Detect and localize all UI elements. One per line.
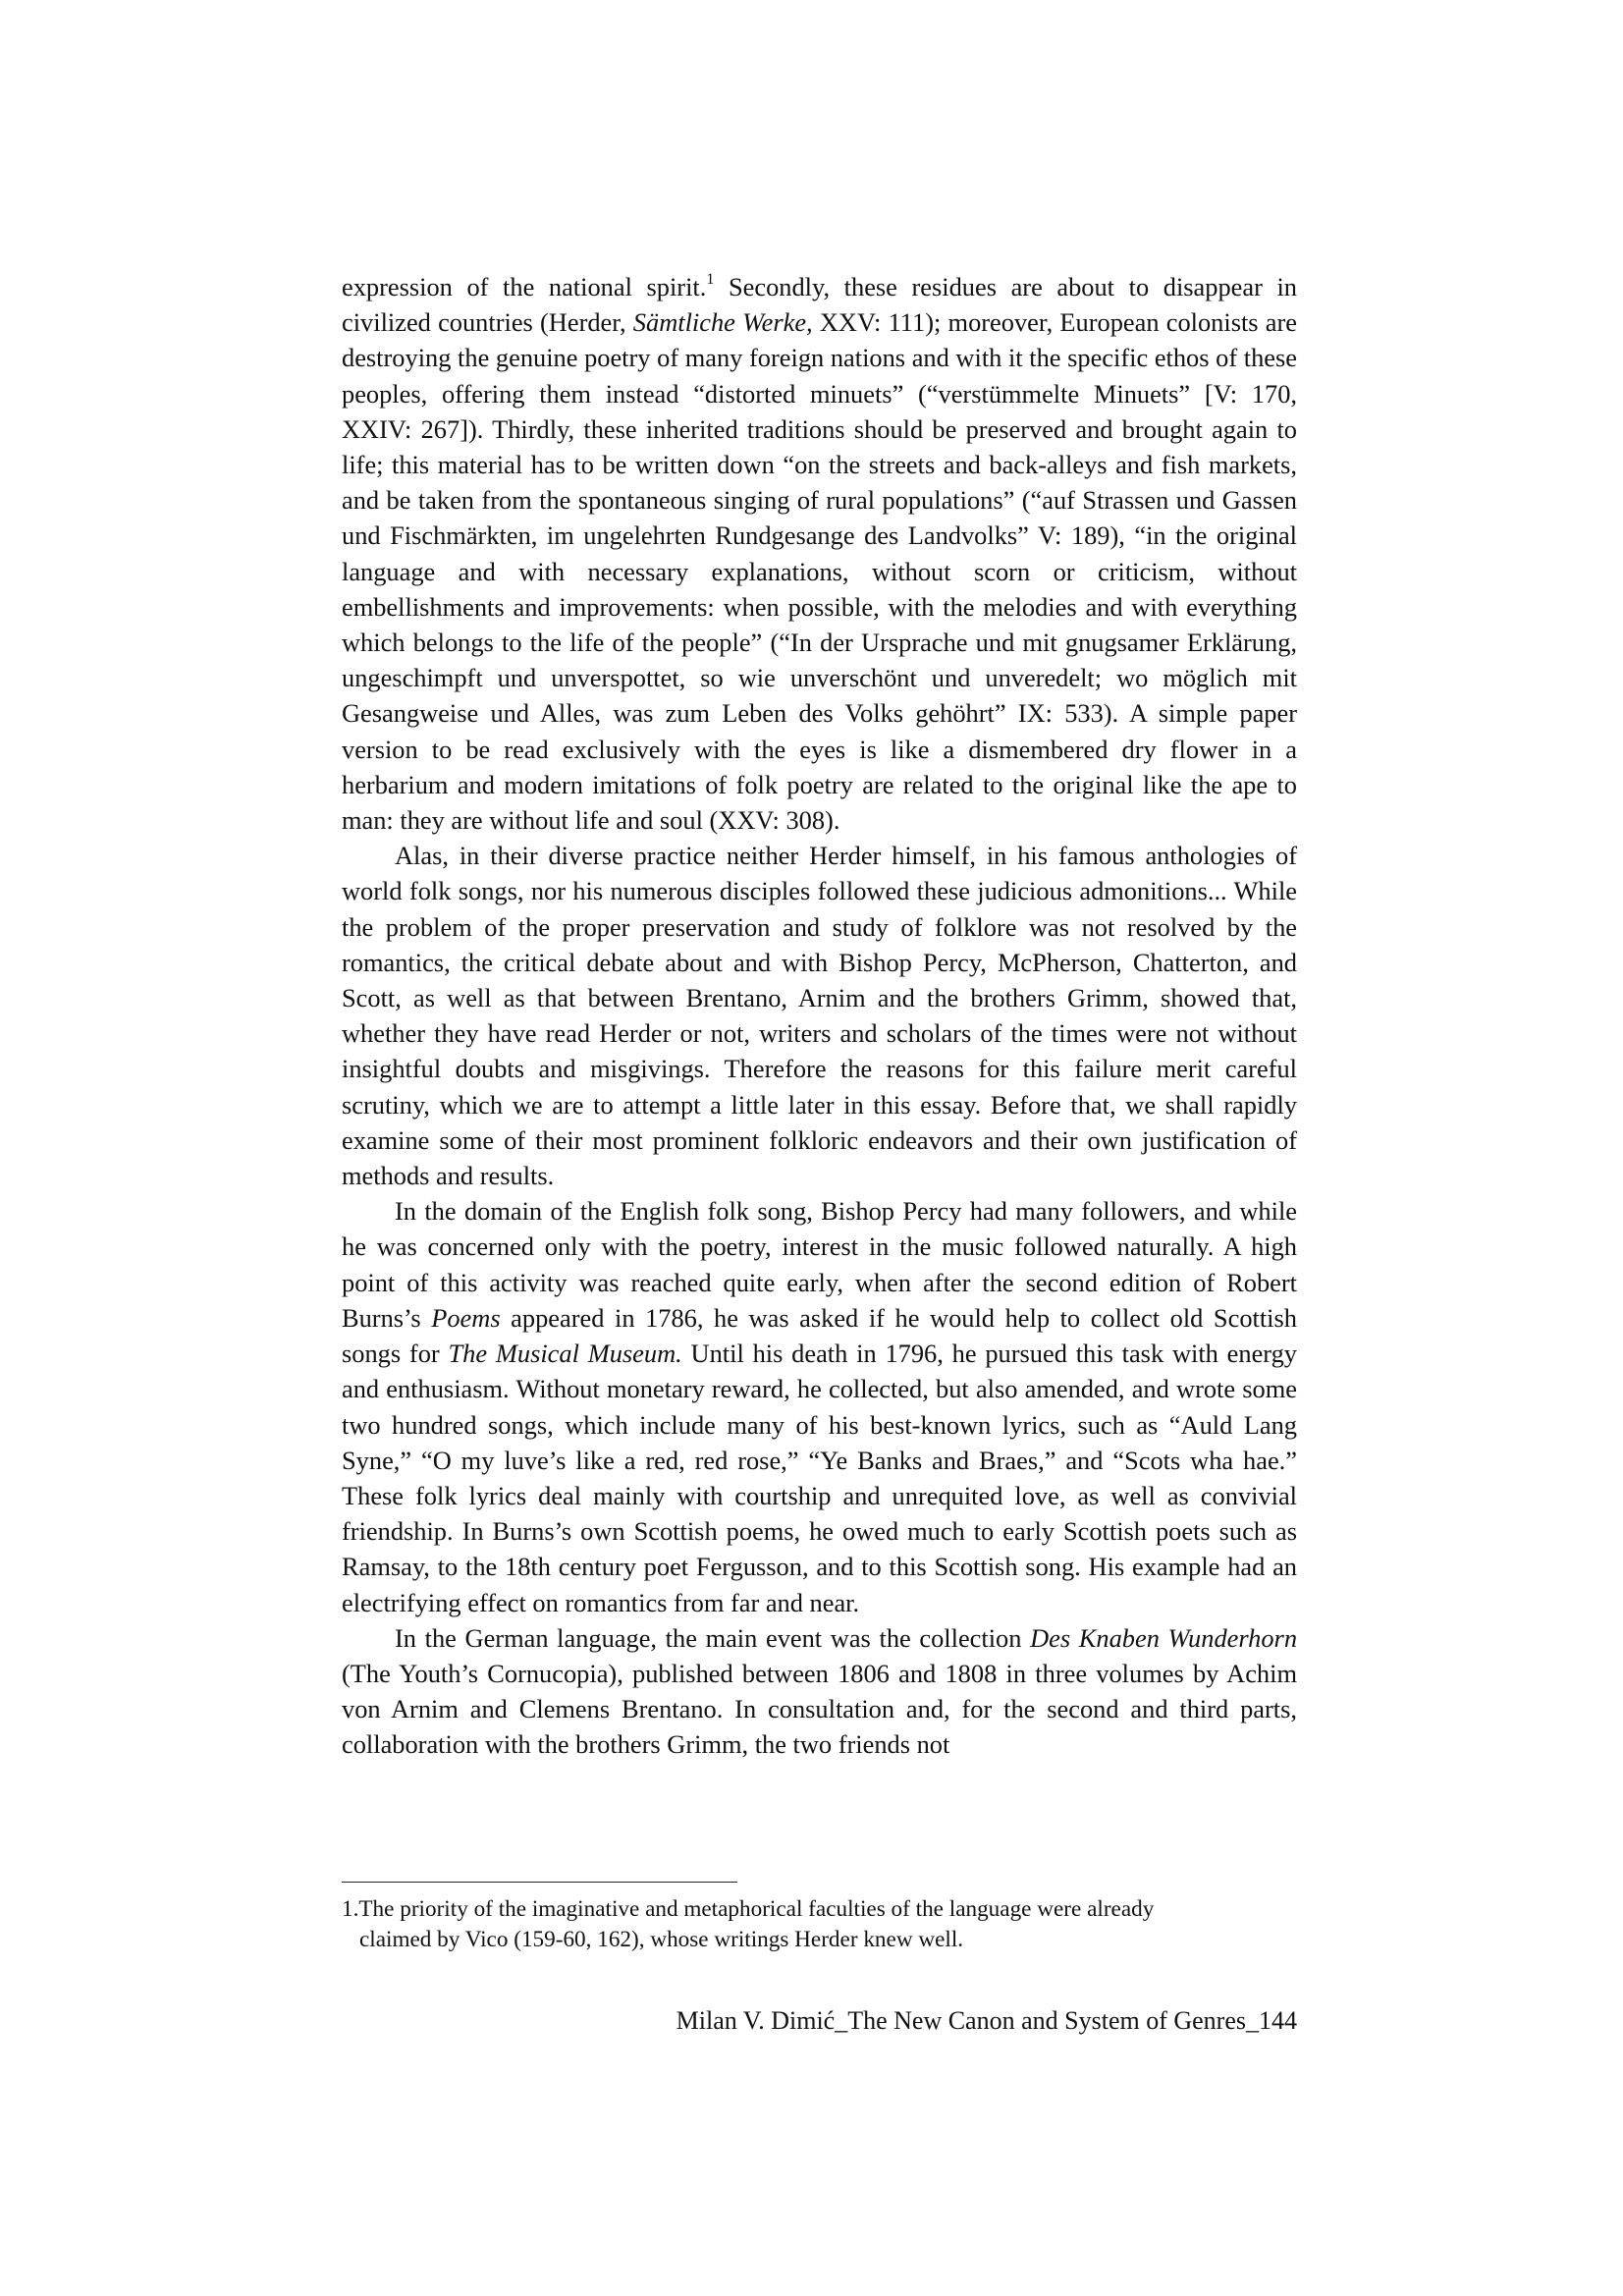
paragraph-3-text-a: In the domain of the English folk song, Bishop Percy had many followers, and while he was concerned only with the poetry, interest in the music followed naturally. A high point of this activity was reached quite early, when after the second edition of Robert Burns’s [342,1196,1297,1333]
footnote-divider [342,1882,737,1883]
paragraph-1-text-c: XXV: 111); moreover, European colonists are destroying the genuine poetry of many foreign nations and with it the specific ethos of these peoples, offering them instead “distorted minuets” (“verstümmelte Minuets” [V: 170, XXIV: 267]). Thirdly, these inherited traditions should be preserved and brought again to life; this material has to be written down “on the streets and back-alleys and fish markets, and be taken from the spontaneous singing of rural populations” (“auf Strassen und Gassen und Fischmärkten, im ungelehrten Rundgesange des Landvolks” V: 189), “in the original language and with necessary explanations, without scorn or criticism, without embellishments and improvements: when possible, with the melodies and with everything which belongs to the life of the people” (“In der Ursprache und mit gnugsamer Erklärung, ungeschimpft und unverspottet, so wie unverschönt und unveredelt; wo möglich mit Gesangweise und Alles, was zum Leben des Volks gehöhrt” IX: 533). A simple paper version to be read exclusively with the eyes is like a dismembered dry flower in a herbarium and modern imitations of folk poetry are related to the original like the ape to man: they are without life and soul (XXV: 308). [342,307,1297,836]
paragraph-3-text-c: Until his death in 1796, he pursued this task with energy and enthusiasm. Without monetary reward, he collected, but also amended, and wrote some two hundred songs, which include many of his best-known lyrics, such as “Auld Lang Syne,” “O my luve’s like a red, red rose,” “Ye Banks and Braes,” and “Scots wha hae.” These folk lyrics deal mainly with courtship and unrequited love, as well as convivial friendship. In Burns’s own Scottish poems, he owed much to early Scottish poets such as Ramsay, to the 18th century poet Fergusson, and to this Scottish song. His example had an electrifying effect on romantics from far and near. [342,1339,1297,1617]
paragraph-3-italic-museum: The Musical Museum. [448,1339,682,1369]
paragraph-4-text-b: (The Youth’s Cornucopia), published between 1806 and 1808 in three volumes by Achim von Arnim and Clemens Brentano. In consultation and, for the second and third parts, collaboration with the brothers Grimm, the two friends not [342,1658,1297,1760]
footnote-line-1: The priority of the imaginative and metaphorical faculties of the language were already [358,1896,1155,1922]
paragraph-3-text-b: appeared in 1786, he was asked if he would help to collect old Scottish songs for [342,1302,1297,1369]
main-text [342,269,1297,1763]
paragraph-2: Alas, in their diverse practice neither Herder himself, in his famous anthologies of world folk songs, nor his numerous disciples followed these judicious admonitions... While the problem of the proper preservation and study of folklore was not resolved by the romantics, the critical debate about and with Bishop Percy, McPherson, Chatterton, and Scott, as well as that between Brentano, Arnim and the brothers Grimm, showed that, whether they have read Herder or not, writers and scholars of the times were not without insightful doubts and misgivings. Therefore the reasons for this failure merit careful scrutiny, which we are to attempt a little later in this essay. Before that, we shall rapidly examine some of their most prominent folkloric endeavors and their own justification of methods and results. [342,841,1297,1191]
footnote-reference: 1 [706,271,715,289]
paragraph-3-italic-poems: Poems [431,1302,501,1333]
paragraph-3 [342,1193,1297,1619]
running-footer: Milan V. Dimić_The New Canon and System of Genres_144 [676,2006,1297,2035]
footnote-line-2: claimed by Vico (159-60, 162), whose writings Herder knew well. [359,1927,964,1952]
footnote-number: 1. [342,1896,359,1922]
paragraph-4 [342,1620,1297,1763]
paragraph-1-text-a: expression of the national spirit. [342,272,707,301]
paragraph-1-italic-title: Sämtliche Werke, [632,307,813,338]
paragraph-4-text-a: In the German language, the main event was the collection [395,1622,1031,1653]
footnote [342,1894,1297,1955]
paragraph-1-text-b: Secondly, these residues are about to disappear in civilized countries (Herder, [342,272,1297,338]
paragraph-1 [342,269,1297,838]
paragraph-4-italic-title: Des Knaben Wunderhorn [1030,1622,1298,1653]
